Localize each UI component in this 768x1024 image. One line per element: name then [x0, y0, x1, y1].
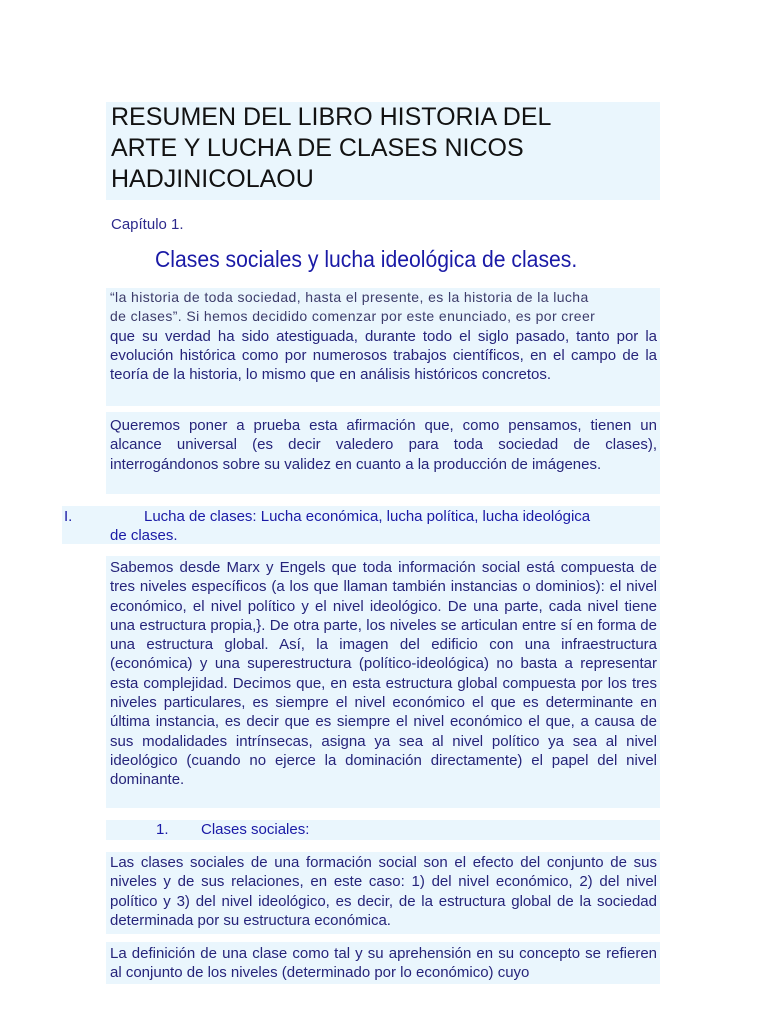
paragraph-4: Las clases sociales de una formación social son el efecto del conjunto de sus niveles y de sus relaciones, en este caso: 1) del nivel económico, 2) del nivel político y 3) del nivel ideológico, es decir, de la estructura global de la sociedad determinada por su estructura económica.: [106, 852, 660, 934]
title-line: RESUMEN DEL LIBRO HISTORIA DEL: [111, 103, 552, 131]
section-number: I.: [64, 508, 73, 525]
document-title: [106, 102, 660, 200]
section-heading: [62, 506, 660, 544]
intro-quote-line: “la historia de toda sociedad, hasta el presente, es la historia de la lucha: [110, 289, 589, 305]
subsection-number: 1.: [156, 821, 169, 838]
subsection-heading: [106, 820, 660, 840]
title-line: HADJINICOLAOU: [111, 165, 314, 193]
paragraph-3: Sabemos desde Marx y Engels que toda información social está compuesta de tres niveles específicos (a los que llaman también instancias o dominios): el nivel económico, el nivel político y el nivel ideológico. De una parte, cada nivel tiene una estructura propia,}. De otra parte, los niveles se articulan entre sí en forma de una estructura global. Así, la imagen del edificio con una infraestructura (económica) y una superestructura (político-ideológica) no basta a representar esta complejidad. Decimos que, en esta estructura global compuesta por los tres niveles particulares, es siempre el nivel económico el que es determinante en última instancia, es decir que es siempre el nivel económico el que, a causa de sus modalidades intrínsecas, asigna ya sea al nivel político ya sea al nivel ideológico (cuando no ejerce la dominación directamente) el papel del nivel dominante.: [106, 556, 660, 808]
intro-text: que su verdad ha sido atestiguada, durante todo el siglo pasado, tanto por la evolución histórica como por numerosos trabajos científicos, en el campo de la teoría de la historia, lo mismo que en análisis históricos concretos.: [110, 327, 657, 384]
intro-quote-line: de clases”. Si hemos decidido comenzar por este enunciado, es por creer: [110, 308, 596, 325]
subsection-label: Clases sociales:: [201, 821, 310, 838]
section-title-line: de clases.: [110, 527, 178, 544]
paragraph-5: La definición de una clase como tal y su aprehensión en su concepto se refieren al conjunto de los niveles (determinado por lo económico) cuyo: [106, 942, 660, 984]
section-title-line: Lucha de clases: Lucha económica, lucha política, lucha ideológica: [144, 508, 591, 525]
chapter-label: Capítulo 1.: [111, 216, 184, 233]
intro-paragraph: [106, 288, 660, 406]
title-line: ARTE Y LUCHA DE CLASES NICOS: [111, 134, 524, 162]
chapter-heading: Clases sociales y lucha ideológica de clases.: [155, 246, 578, 272]
paragraph-2: Queremos poner a prueba esta afirmación que, como pensamos, tienen un alcance universal (es decir valedero para toda sociedad de clases), interrogándonos sobre su validez en cuanto a la producción de imágenes.: [106, 412, 660, 494]
